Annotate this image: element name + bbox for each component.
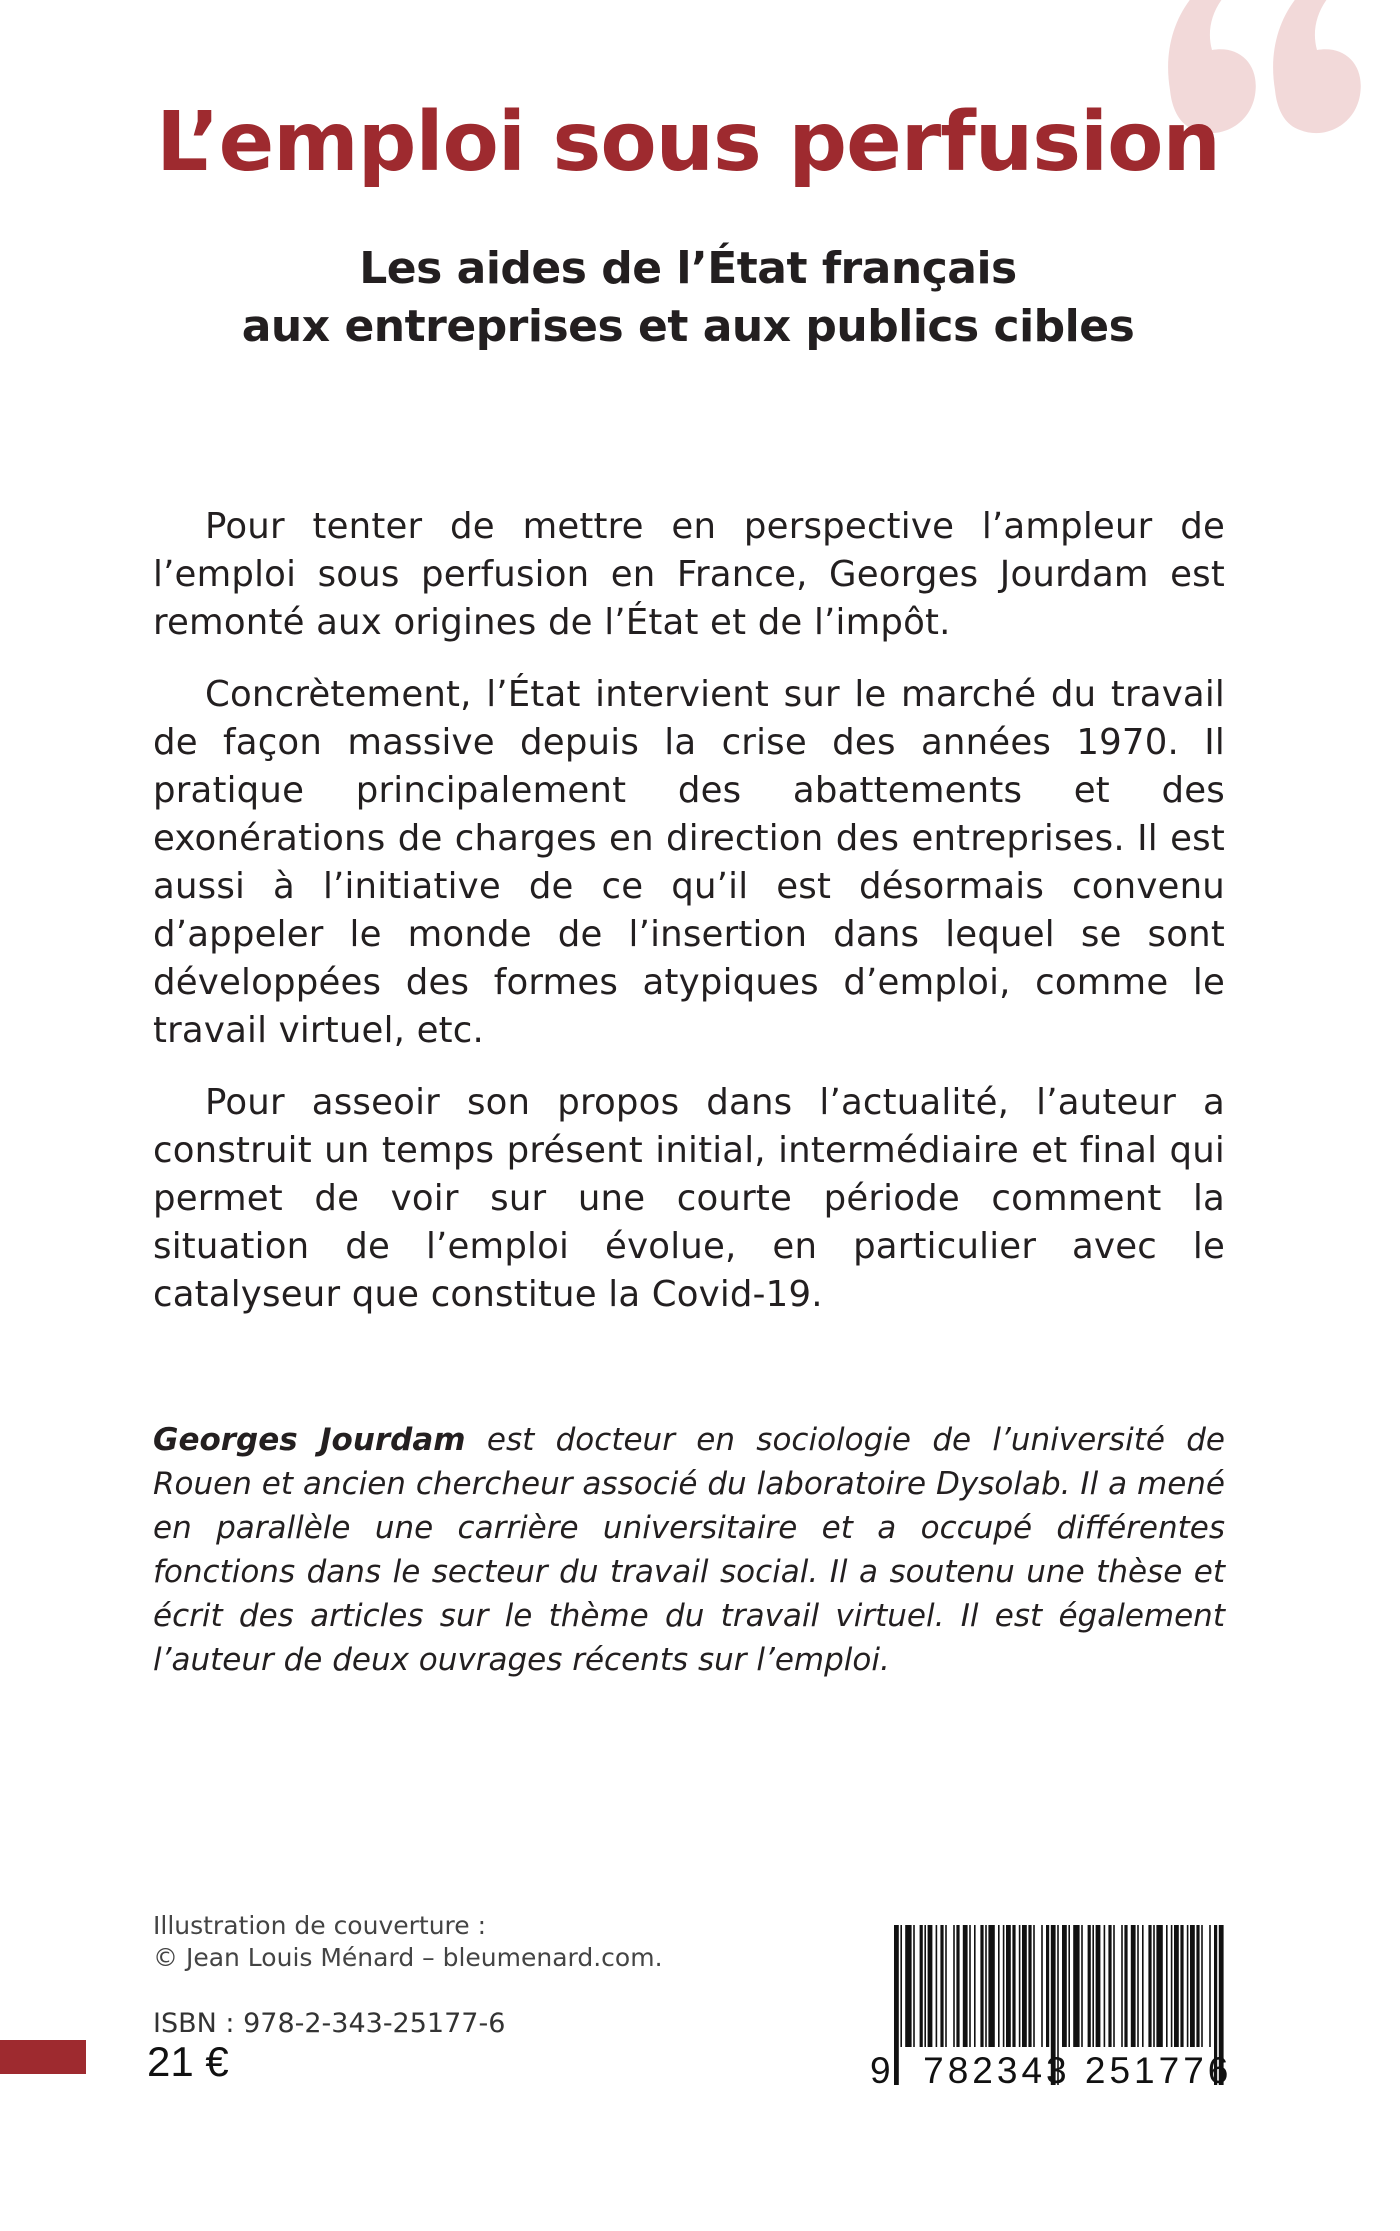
- book-title: L’emploi sous perfusion: [156, 95, 1220, 190]
- credits-line-2: © Jean Louis Ménard – bleumenard.com.: [153, 1943, 663, 1972]
- author-bio-text: est docteur en sociologie de l’université de Rouen et ancien chercheur associé du laboratoire Dysolab. Il a mené en parallèle une carrière universitaire et a occupé différentes fonctions dans le secteur du travail social. Il a soutenu une thèse et écrit des articles sur le thème du travail virtuel. Il est également l’auteur de deux ouvrages récents sur l’emploi.: [153, 1422, 1225, 1678]
- summary-paragraph-2: Concrètement, l’État intervient sur le marché du travail de façon massive depuis la crise des années 1970. Il pratique principalement des abattements et des exonérations de charges en direction des entreprises. Il est aussi à l’initiative de ce qu’il est désormais convenu d’appeler le monde de l’insertion dans lequel se sont développées des formes atypiques d’emploi, comme le travail virtuel, etc.: [153, 674, 1225, 1051]
- summary-paragraph-3: Pour asseoir son propos dans l’actualité, l’auteur a construit un temps présent initial, intermédiaire et final qui permet de voir sur une courte période comment la situation de l’emploi évolue, en particulier avec le catalyseur que constitue la Covid-19.: [153, 1082, 1225, 1315]
- author-name: Georges Jourdam: [153, 1422, 466, 1458]
- book-subtitle: [0, 240, 1376, 356]
- isbn-text: ISBN : 978-2-343-25177-6: [153, 2008, 506, 2039]
- price: 21 €: [147, 2038, 229, 2085]
- price-accent-bar: [0, 2040, 86, 2074]
- subtitle-line-1: Les aides de l’État français: [359, 243, 1017, 294]
- barcode-first-digit: 9: [870, 2050, 895, 2091]
- subtitle-line-2: aux entreprises et aux publics cibles: [241, 301, 1135, 352]
- cover-credits: [153, 1910, 663, 1974]
- barcode-number: 782343 251776: [923, 2050, 1233, 2091]
- credits-line-1: Illustration de couverture :: [153, 1911, 487, 1940]
- summary-text: [153, 503, 1225, 1343]
- author-bio: [153, 1418, 1225, 1682]
- summary-paragraph-1: Pour tenter de mettre en perspective l’ampleur de l’emploi sous perfusion en France, Georges Jourdam est remonté aux origines de l’État et de l’impôt.: [153, 506, 1225, 643]
- barcode-digits: [870, 2050, 1233, 2092]
